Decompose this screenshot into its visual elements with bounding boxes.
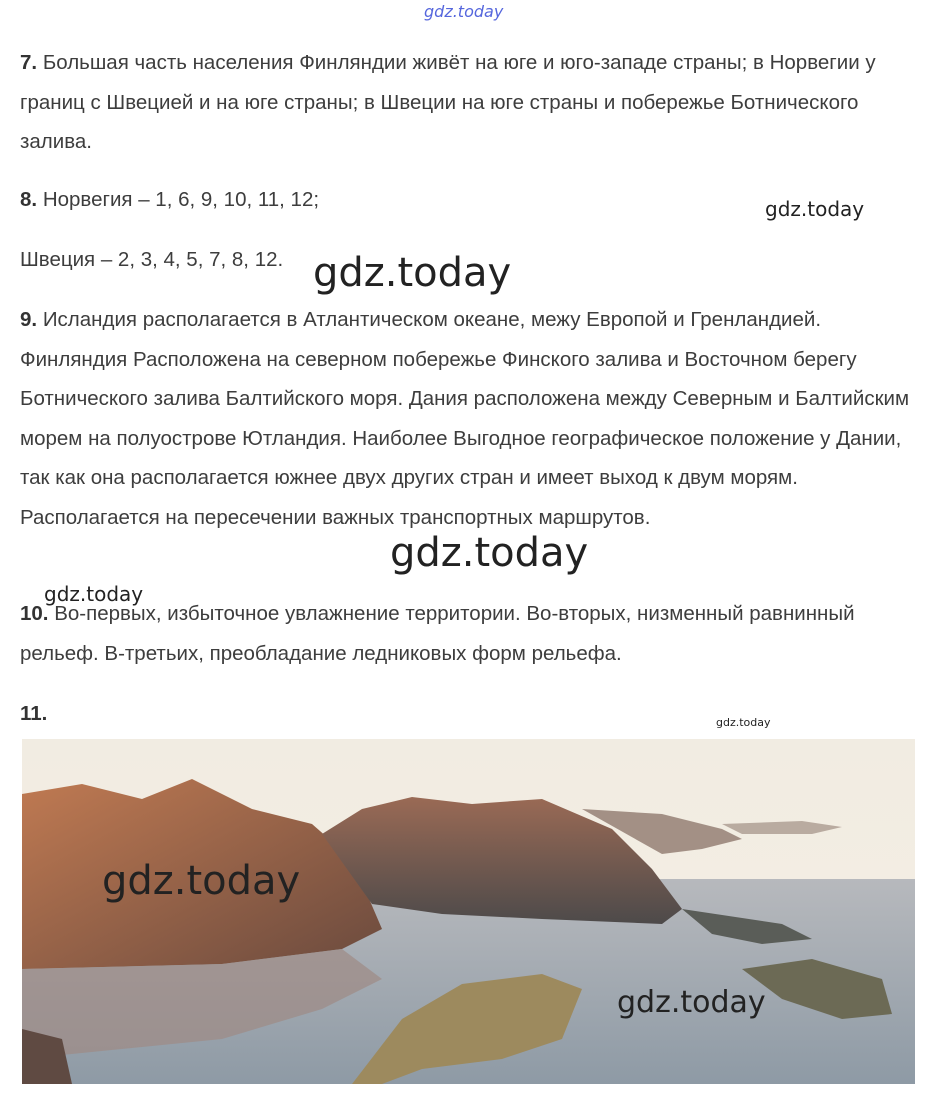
- answer-text: Исландия располагается в Атлантическом океане, межу Европой и Гренландией. Финляндия Расположена на северном побережье Финского залива и Восточном берегу Ботнического залива Балтийского моря. Дания расположена между Северным и Балтийским морем на полуострове Ютландия. Наиболее Выгодное географическое положение у Дании, так как она располагается южнее двух других стран и имеет выход к двум морям. Располагается на пересечении важных транспортных маршрутов.: [20, 308, 910, 529]
- watermark: gdz.today: [617, 985, 766, 1020]
- answer-7: [20, 43, 920, 162]
- watermark: gdz.today: [390, 530, 589, 576]
- answer-text: Швеция – 2, 3, 4, 5, 7, 8, 12.: [20, 248, 284, 271]
- answer-text: Норвегия – 1, 6, 9, 10, 11, 12;: [42, 188, 320, 211]
- answer-number: 10.: [20, 602, 49, 625]
- fjord-landscape-photo: [22, 739, 915, 1084]
- answer-number: 9.: [20, 308, 38, 331]
- answer-9: [20, 300, 920, 537]
- watermark: gdz.today: [44, 582, 144, 606]
- watermark: gdz.today: [102, 858, 301, 904]
- answer-text: Большая часть населения Финляндии живёт на юге и юго-западе страны; в Норвегии у границ с Швецией и на юге страны; в Швеции на юге страны и побережье Ботнического залива.: [20, 51, 876, 153]
- answer-number: 8.: [20, 188, 38, 211]
- answer-number: 11.: [20, 702, 48, 725]
- answer-text: Во-первых, избыточное увлажнение территории. Во-вторых, низменный равнинный рельеф. В-третьих, преобладание ледниковых форм рельефа.: [20, 602, 855, 665]
- answer-number: 7.: [20, 51, 38, 74]
- watermark-top: gdz.today: [424, 2, 504, 21]
- watermark: gdz.today: [313, 250, 512, 296]
- watermark: gdz.today: [765, 197, 865, 221]
- answer-10: [20, 594, 920, 673]
- answer-11: [20, 694, 920, 734]
- watermark: gdz.today: [716, 716, 771, 729]
